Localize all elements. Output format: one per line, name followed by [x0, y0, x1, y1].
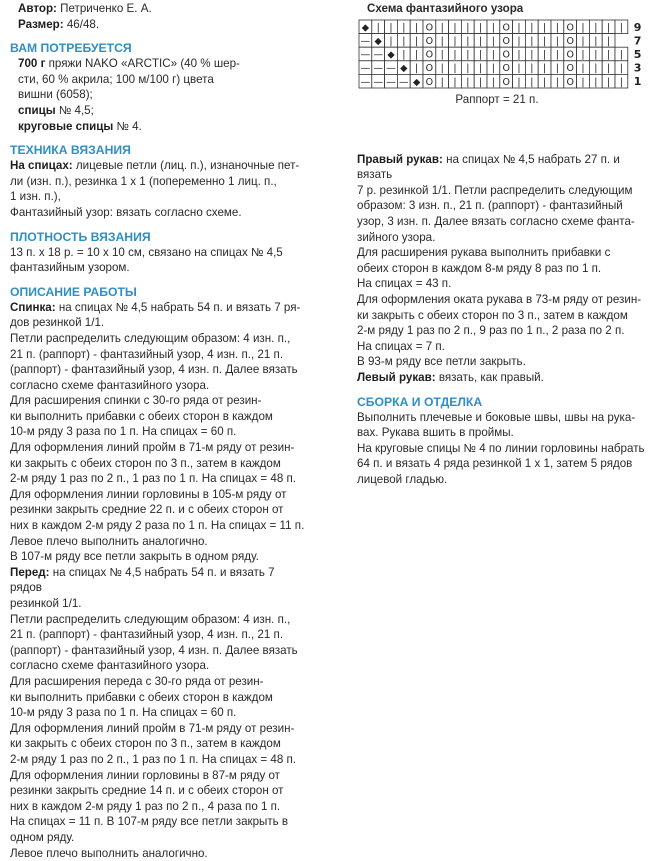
- left-column: [10, 0, 307, 861]
- chart-symbol: |: [530, 22, 533, 33]
- sleeve-line: узор, 3 изн. п. Далее вязать согласно схеме фанта-: [357, 214, 654, 230]
- materials-yarn-3: вишни (6058);: [18, 87, 307, 103]
- front-line: них в каждом 2-м ряду 1 раз по 2 п., 4 раза по 1 п.: [10, 799, 307, 815]
- chart-symbol: |: [517, 50, 520, 61]
- front-line: одном ряду.: [10, 830, 307, 846]
- chart-symbol: |: [466, 36, 469, 47]
- author-name: Петриченко Е. А.: [60, 2, 152, 15]
- chart-symbol: |: [543, 63, 546, 74]
- chart-symbol: |: [479, 36, 482, 47]
- chart-symbol: |: [556, 63, 559, 74]
- gauge-line-2: фантазийным узором.: [10, 260, 307, 276]
- chart-symbol: O: [566, 63, 573, 74]
- chart-symbol: |: [492, 36, 495, 47]
- sleeve-line: Для расширения рукава выполнить прибавки с: [357, 245, 654, 261]
- technique-heading: ТЕХНИКА ВЯЗАНИЯ: [10, 142, 307, 158]
- chart-symbol: O: [502, 22, 509, 33]
- assembly-instructions: [357, 410, 654, 488]
- chart-symbol: |: [517, 36, 520, 47]
- chart-symbol: |: [453, 36, 456, 47]
- chart-symbol: |: [517, 63, 520, 74]
- chart-symbol: |: [377, 22, 380, 33]
- chart-symbol: |: [543, 77, 546, 88]
- size-value: 46/48.: [67, 18, 99, 31]
- author-line: Автор: Петриченко Е. А.: [18, 1, 307, 17]
- front-line: Для расширения переда с 30-го ряда от резин-: [10, 674, 307, 690]
- front-line: На спицах = 11 п. В 107-м ряду все петли закрыть в: [10, 814, 307, 830]
- back-line: дов резинкой 1/1.: [10, 315, 307, 331]
- front-line: резинкой 1/1.: [10, 596, 307, 612]
- back-line: Для оформления линий пройм в 71-м ряду от резин-: [10, 440, 307, 456]
- chart-symbol: |: [543, 22, 546, 33]
- right-sleeve-instructions: [357, 152, 654, 370]
- chart-symbol: |: [441, 63, 444, 74]
- chart-symbol: O: [426, 36, 433, 47]
- front-line: 21 п. (раппорт) - фантазийный узор, 4 изн. п., 21 п.: [10, 627, 307, 643]
- chart-symbol: |: [556, 22, 559, 33]
- chart-symbol: O: [566, 36, 573, 47]
- chart-symbol: |: [492, 50, 495, 61]
- size-line: Размер: 46/48.: [18, 17, 307, 33]
- back-line: 21 п. (раппорт) - фантазийный узор, 4 изн. п., 21 п.: [10, 347, 307, 363]
- chart-symbol: |: [402, 50, 405, 61]
- chart-symbol: |: [415, 50, 418, 61]
- front-line: резинки закрыть средние 14 п. и с обеих сторон от: [10, 783, 307, 799]
- chart-symbol: |: [466, 50, 469, 61]
- back-line: ки закрыть с обеих сторон по 3 п., затем в каждом: [10, 456, 307, 472]
- chart-symbol: O: [502, 36, 509, 47]
- chart-symbol: |: [402, 36, 405, 47]
- sleeve-line: На спицах = 7 п.: [357, 339, 654, 355]
- sleeve-line: На спицах = 43 п.: [357, 276, 654, 292]
- sleeve-line: зийного узора.: [357, 230, 654, 246]
- front-line: Левое плечо выполнить аналогично.: [10, 846, 307, 861]
- front-line: Для оформления линии горловины в 87-м ряду от: [10, 768, 307, 784]
- right-column: [357, 0, 654, 487]
- chart-symbol: O: [566, 22, 573, 33]
- chart-symbol: |: [581, 77, 584, 88]
- chart-symbol: |: [492, 22, 495, 33]
- front-instructions: [10, 565, 307, 861]
- front-line: ки выполнить прибавки с обеих сторон в каждом: [10, 690, 307, 706]
- assembly-line: На круговые спицы № 4 по линии горловины набрать: [357, 441, 654, 457]
- materials-needles: спицы № 4,5;: [18, 103, 307, 119]
- sleeve-line: обеих сторон в каждом 8-м ряду 8 раз по 1 п.: [357, 261, 654, 277]
- chart-symbol: |: [530, 36, 533, 47]
- chart-symbol: |: [620, 22, 623, 33]
- back-line: Левое плечо выполнить аналогично.: [10, 534, 307, 550]
- left-sleeve-line: Левый рукав: вязать, как правый.: [357, 370, 654, 386]
- front-line: Петли распределить следующим образом: 4 изн. п.,: [10, 612, 307, 628]
- back-line: Для расширения спинки с 30-го ряда от резин-: [10, 393, 307, 409]
- chart-symbol: |: [415, 36, 418, 47]
- chart-row-number: 1: [634, 75, 642, 88]
- back-line: них в каждом 2-м ряду 2 раза по 1 п. На спицах = 11 п.: [10, 518, 307, 534]
- chart-symbol: |: [415, 22, 418, 33]
- chart-symbol: |: [620, 63, 623, 74]
- technique-line-3: 1 изн. п.),: [10, 189, 307, 205]
- chart-symbol: |: [556, 36, 559, 47]
- chart-symbol: |: [581, 50, 584, 61]
- chart-symbol: |: [453, 77, 456, 88]
- chart-symbol: |: [517, 77, 520, 88]
- technique-pattern: Фантазийный узор: вязать согласно схеме.: [10, 205, 307, 221]
- chart-symbol: |: [594, 36, 597, 47]
- chart-symbol: |: [530, 77, 533, 88]
- chart-symbol: |: [441, 50, 444, 61]
- gauge-heading: ПЛОТНОСТЬ ВЯЗАНИЯ: [10, 229, 307, 245]
- front-line: Для оформления линий пройм в 71-м ряду от резин-: [10, 721, 307, 737]
- chart-symbol: |: [479, 77, 482, 88]
- front-line: (раппорт) - фантазийный узор, 4 изн. п. Далее вязать: [10, 643, 307, 659]
- chart-symbol: |: [594, 77, 597, 88]
- chart-symbol: —: [373, 77, 383, 88]
- sleeve-line: В 93-м ряду все петли закрыть.: [357, 354, 654, 370]
- chart-symbol: |: [543, 50, 546, 61]
- chart-symbol: —: [361, 36, 371, 47]
- chart-symbol: |: [607, 50, 610, 61]
- chart-symbol: |: [492, 77, 495, 88]
- chart-symbol: |: [479, 22, 482, 33]
- chart-row-number: 9: [634, 21, 642, 34]
- chart-symbol: |: [441, 77, 444, 88]
- technique-line-1: На спицах: лицевые петли (лиц. п.), изнаночные пет-: [10, 158, 307, 174]
- chart-symbol: O: [502, 63, 509, 74]
- sleeve-line: Для оформления оката рукава в 73-м ряду от резин-: [357, 292, 654, 308]
- chart-symbol: |: [402, 22, 405, 33]
- assembly-line: лицевой гладью.: [357, 472, 654, 488]
- back-line: ки выполнить прибавки с обеих сторон в каждом: [10, 409, 307, 425]
- back-line: Петли распределить следующим образом: 4 изн. п.,: [10, 331, 307, 347]
- front-line: согласно схеме фантазийного узора.: [10, 658, 307, 674]
- chart-row-number: 5: [634, 48, 642, 61]
- chart-symbol: —: [361, 50, 371, 61]
- chart-symbol: |: [415, 63, 418, 74]
- chart-symbol: —: [386, 77, 396, 88]
- chart-symbol: O: [426, 77, 433, 88]
- chart-symbol: |: [517, 22, 520, 33]
- chart-symbol: |: [594, 50, 597, 61]
- chart-symbol: |: [389, 36, 392, 47]
- sleeve-line: Правый рукав: на спицах № 4,5 набрать 27 п. и вязать: [357, 152, 654, 183]
- chart-symbol: |: [581, 36, 584, 47]
- back-line: согласно схеме фантазийного узора.: [10, 378, 307, 394]
- chart-symbol: |: [581, 63, 584, 74]
- chart-symbol: |: [607, 36, 610, 47]
- chart-symbol: —: [373, 63, 383, 74]
- chart-symbol: |: [441, 36, 444, 47]
- front-line: ки закрыть с обеих сторон по 3 п., затем в каждом: [10, 736, 307, 752]
- chart-symbol: —: [373, 50, 383, 61]
- back-line: В 107-м ряду все петли закрыть в одном ряду.: [10, 549, 307, 565]
- chart-symbol: O: [426, 22, 433, 33]
- chart-symbol: |: [389, 22, 392, 33]
- chart-symbol: |: [466, 77, 469, 88]
- chart-symbol: O: [502, 77, 509, 88]
- chart-symbol: |: [492, 63, 495, 74]
- back-line: 10-м ряду 3 раза по 1 п. На спицах = 60 п.: [10, 424, 307, 440]
- chart-symbol: |: [530, 63, 533, 74]
- sleeve-line: 7 р. резинкой 1/1. Петли распределить следующим: [357, 183, 654, 199]
- sleeve-line: ки закрыть с обеих сторон по 3 п., затем в каждом: [357, 308, 654, 324]
- chart-symbol: |: [453, 63, 456, 74]
- chart-symbol: |: [453, 50, 456, 61]
- chart-rapport: Раппорт = 21 п.: [357, 92, 637, 108]
- chart-symbol: ◆: [362, 22, 370, 33]
- chart-symbol: |: [466, 63, 469, 74]
- back-line: 2-м ряду 1 раз по 2 п., 1 раз по 1 п. На спицах = 48 п.: [10, 471, 307, 487]
- chart-symbol: |: [543, 36, 546, 47]
- chart-title: Схема фантазийного узора: [367, 1, 654, 16]
- sleeve-line: образом: 3 изн. п., 21 п. (раппорт) - фантазийный: [357, 198, 654, 214]
- assembly-line: 64 п. и вязать 4 ряда резинкой 1 х 1, затем 5 рядов: [357, 456, 654, 472]
- materials-heading: ВАМ ПОТРЕБУЕТСЯ: [10, 40, 307, 56]
- chart-symbol: |: [581, 22, 584, 33]
- chart-symbol: —: [386, 63, 396, 74]
- assembly-line: Выполнить плечевые и боковые швы, швы на рука-: [357, 410, 654, 426]
- front-line: 10-м ряду 3 раза по 1 п. На спицах = 60 п.: [10, 705, 307, 721]
- chart-symbol: |: [620, 77, 623, 88]
- chart-symbol: O: [426, 50, 433, 61]
- chart-symbol: O: [502, 50, 509, 61]
- chart-symbol: |: [556, 50, 559, 61]
- chart-symbol: |: [607, 77, 610, 88]
- chart-symbol: O: [426, 63, 433, 74]
- chart-symbol: |: [479, 63, 482, 74]
- back-line: Спинка: на спицах № 4,5 набрать 54 п. и вязать 7 ря-: [10, 300, 307, 316]
- chart-symbol: |: [594, 22, 597, 33]
- pattern-chart: [357, 18, 647, 90]
- front-line: 2-м ряду 1 раз по 2 п., 1 раз по 1 п. На спицах = 48 п.: [10, 752, 307, 768]
- chart-symbol: ◆: [387, 50, 395, 61]
- sleeve-line: 2-м ряду 1 раз по 2 п., 9 раз по 1 п., 2 раза по 2 п.: [357, 323, 654, 339]
- chart-symbol: —: [361, 63, 371, 74]
- chart-symbol: |: [453, 22, 456, 33]
- chart-symbol: |: [620, 50, 623, 61]
- chart-symbol: |: [594, 63, 597, 74]
- chart-symbol: |: [479, 50, 482, 61]
- chart-symbol: O: [566, 50, 573, 61]
- chart-symbol: |: [530, 50, 533, 61]
- materials-yarn-2: сти, 60 % акрила; 100 м/100 г) цвета: [18, 72, 307, 88]
- chart-symbol: —: [361, 77, 371, 88]
- chart-symbol: |: [607, 63, 610, 74]
- back-line: резинки закрыть средние 22 п. и с обеих сторон от: [10, 502, 307, 518]
- materials-yarn-1: 700 г пряжи NAKO «ARCTIC» (40 % шер-: [18, 56, 307, 72]
- description-heading: ОПИСАНИЕ РАБОТЫ: [10, 284, 307, 300]
- chart-symbol: |: [466, 22, 469, 33]
- chart-symbol: O: [566, 77, 573, 88]
- chart-symbol: ◆: [400, 63, 408, 74]
- chart-symbol: —: [399, 77, 409, 88]
- gauge-line-1: 13 п. х 18 р. = 10 х 10 см, связано на спицах № 4,5: [10, 245, 307, 261]
- chart-symbol: |: [607, 22, 610, 33]
- chart-symbol: ◆: [375, 36, 383, 47]
- back-instructions: [10, 300, 307, 565]
- chart-symbol: ◆: [413, 77, 421, 88]
- materials-circular: круговые спицы № 4.: [18, 119, 307, 135]
- chart-row-number: 7: [634, 34, 642, 47]
- chart-symbol: |: [556, 77, 559, 88]
- assembly-heading: СБОРКА И ОТДЕЛКА: [357, 394, 654, 410]
- assembly-line: вах. Рукава вшить в проймы.: [357, 425, 654, 441]
- chart-symbol: |: [441, 22, 444, 33]
- chart-row-number: 3: [634, 62, 642, 75]
- back-line: (раппорт) - фантазийный узор, 4 изн. п. Далее вязать: [10, 362, 307, 378]
- front-line: Перед: на спицах № 4,5 набрать 54 п. и вязать 7 рядов: [10, 565, 307, 596]
- back-line: Для оформления линии горловины в 105-м ряду от: [10, 487, 307, 503]
- technique-line-2: ли (изн. п.), резинка 1 х 1 (попеременно 1 лиц. п.,: [10, 174, 307, 190]
